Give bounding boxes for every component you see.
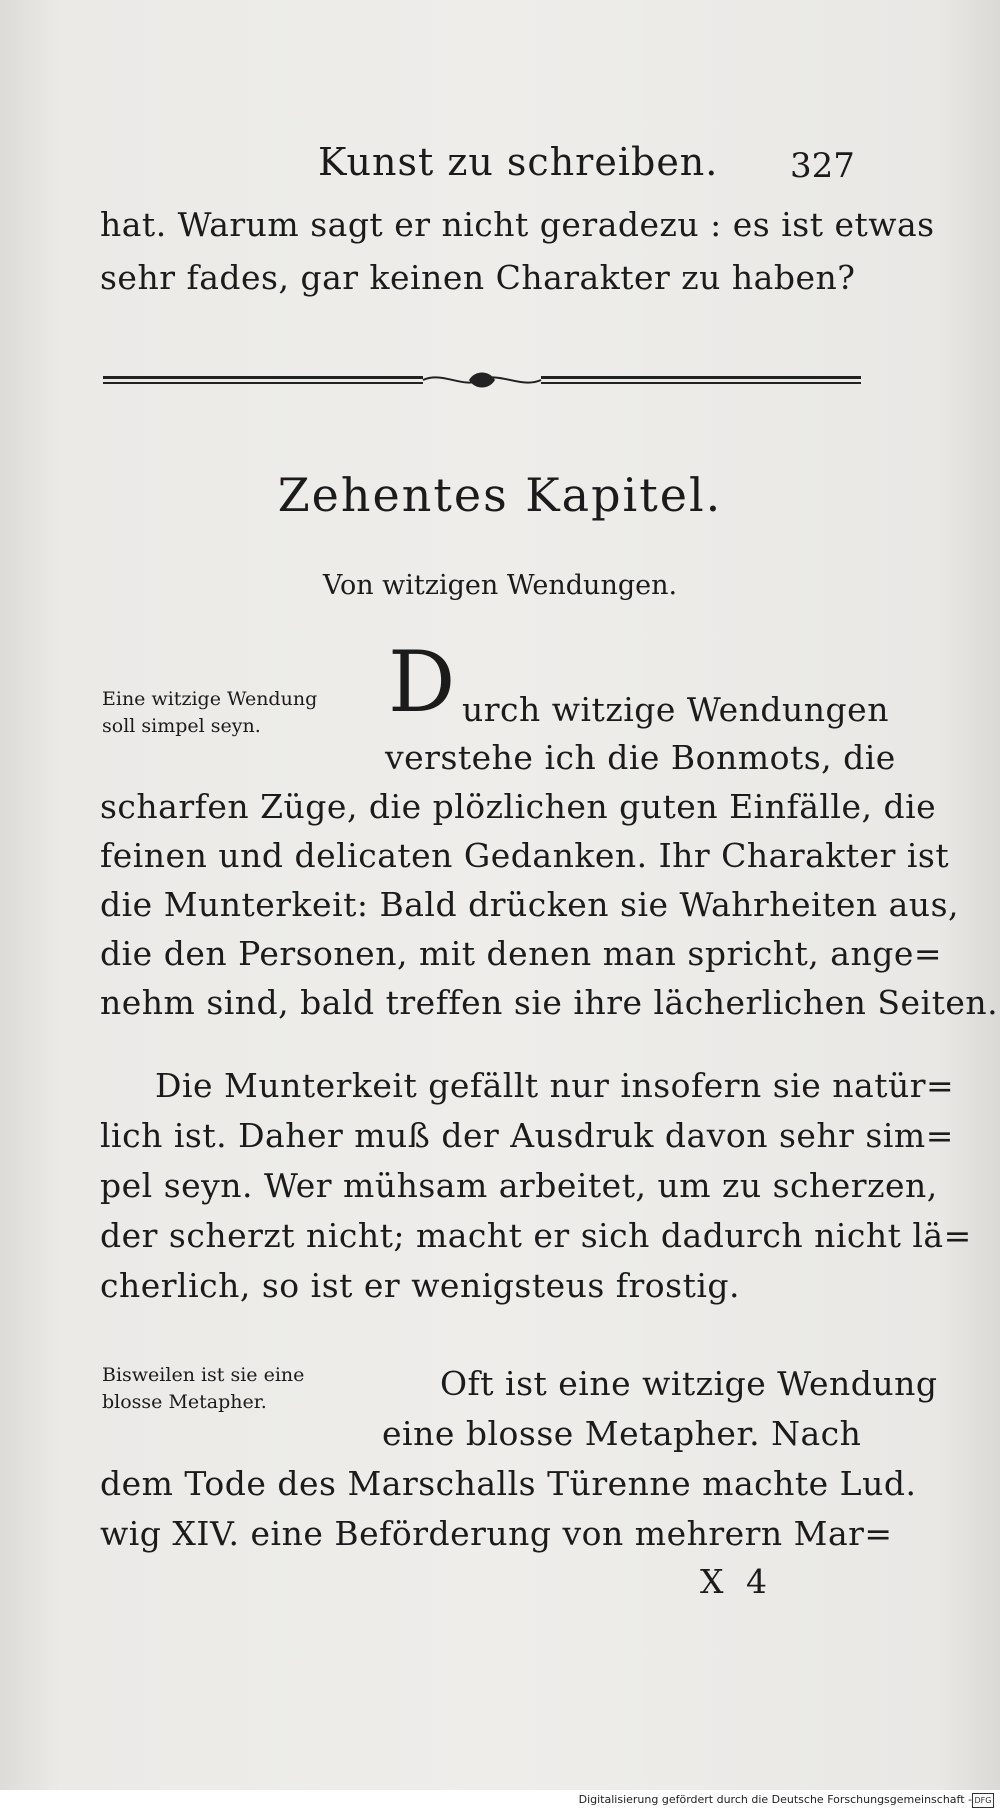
text-line: scharfen Züge, die plözlichen guten Einfälle, die [100, 787, 937, 826]
first-line: Oft ist eine witzige Wendung [440, 1364, 938, 1403]
signature-mark: X 4 [700, 1562, 773, 1601]
running-title: Kunst zu schreiben. [318, 140, 719, 184]
margin-note-line: blosse Metapher. [102, 1391, 267, 1413]
margin-note [102, 686, 317, 740]
text-line: die den Personen, mit denen man spricht, ange= [100, 934, 943, 973]
text-line: verstehe ich die Bonmots, die [385, 738, 896, 777]
text-line: wig XIV. eine Beförderung von mehrern Mar= [100, 1514, 893, 1553]
text-line: eine blosse Metapher. Nach [382, 1414, 862, 1453]
text-line [100, 205, 935, 244]
chapter-subtitle: Von witzigen Wendungen. [322, 570, 678, 601]
dfg-logo-icon: DFG [972, 1793, 994, 1808]
text-line: dem Tode des Marschalls Türenne machte Lud. [100, 1464, 917, 1503]
drop-cap: D [388, 633, 456, 731]
page-number: 327 [790, 146, 855, 186]
text-line: lich ist. Daher muß der Ausdruk davon sehr sim= [100, 1116, 954, 1155]
text-line: Die Munterkeit gefällt nur insofern sie natür= [155, 1066, 955, 1105]
text-line: nehm sind, bald treffen sie ihre lächerlichen Seiten. [100, 983, 999, 1022]
margin-note-line: soll simpel seyn. [102, 715, 261, 737]
chapter-title: Zehentes Kapitel. [277, 468, 723, 522]
top-line-2: sehr fades, gar keinen Charakter zu haben? [100, 258, 856, 297]
text-line: der scherzt nicht; macht er sich dadurch nicht lä= [100, 1216, 972, 1255]
first-line: urch witzige Wendungen [462, 690, 889, 729]
text-line: feinen und delicaten Gedanken. Ihr Charakter ist [100, 836, 950, 875]
decorative-rule-ornament-icon [103, 371, 861, 389]
top-line-1: hat. Warum sagt er nicht geradezu : es ist etwas [100, 205, 935, 244]
margin-note-line: Bisweilen ist sie eine [102, 1364, 305, 1386]
margin-note-line: Eine witzige Wendung [102, 688, 318, 710]
footer-credit: Digitalisierung gefördert durch die Deutsche Forschungsgemeinschaft - [578, 1793, 972, 1806]
text-line: die Munterkeit: Bald drücken sie Wahrheiten aus, [100, 885, 959, 924]
text-line: cherlich, so ist er wenigsteus frostig. [100, 1266, 741, 1305]
margin-note [102, 1362, 304, 1416]
text-line: pel seyn. Wer mühsam arbeitet, um zu scherzen, [100, 1166, 938, 1205]
